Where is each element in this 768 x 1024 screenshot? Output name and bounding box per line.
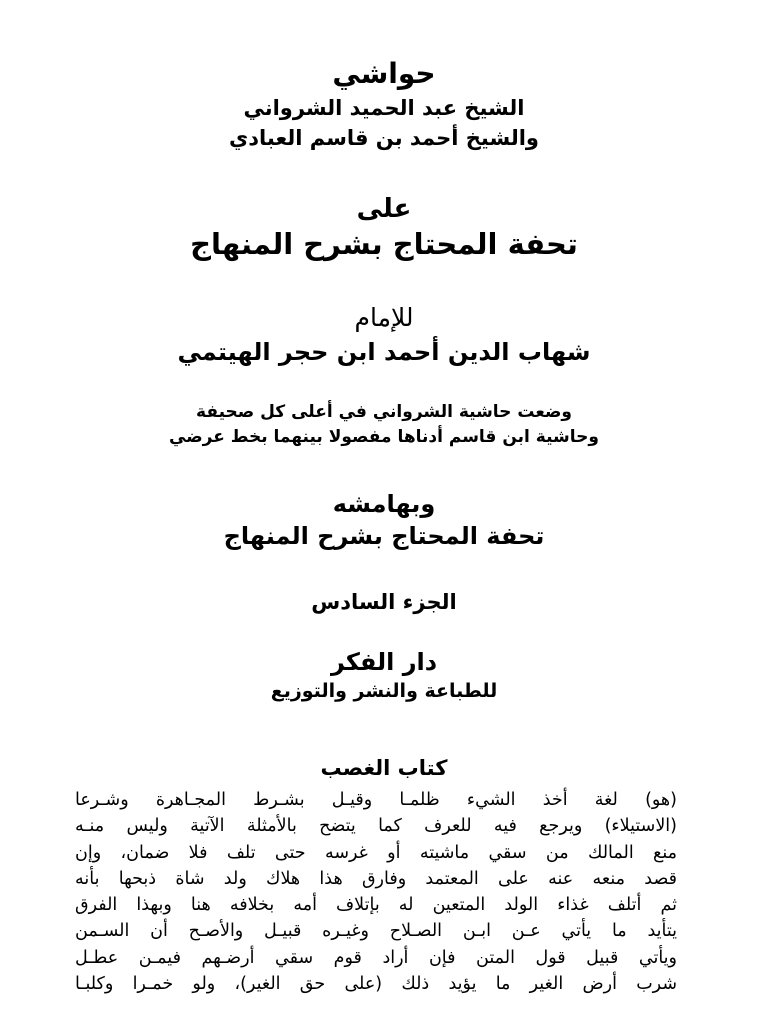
body-line: قصد منعه عنه على المعتمد وفارق هذا هلاك ولد شاة ذبحها بأنه (75, 868, 677, 889)
imam-label: للإمام (354, 303, 414, 332)
margin-label: وبهامشه (332, 490, 436, 518)
body-line: شرب أرض الغير ما يؤيد ذلك (على حق الغير)، ولو خمـرا وكلبـا (75, 974, 677, 995)
placement-note-line-2: وحاشية ابن قاسم أدناها مفصولا بينهما بخط عرضي (169, 427, 599, 447)
body-line: يتأيد ما يأتي عـن ابـن الصـلاح وغيـره قبيـل والأصـح أن السـمن (75, 921, 677, 942)
margin-book-title: تحفة المحتاج بشرح المنهاج (223, 522, 545, 550)
chapter-body-text (75, 787, 677, 1017)
placement-note-line-1: وضعت حاشية الشرواني في أعلى كل صحيفة (196, 402, 572, 422)
body-line: منع المالك من سقي ماشيته أو غرسه حتى تلف فلا ضمان، وإن (75, 842, 677, 863)
body-line: ثم أتلف غذاء الولد المتعين له بإتلاف أمه بخلافه هنا وبهذا الفرق (75, 895, 677, 916)
ala-label: على (356, 194, 412, 224)
author-line-1: الشيخ عبد الحميد الشرواني (243, 96, 525, 120)
volume-label: الجزء السادس (311, 590, 457, 614)
book-title: تحفة المحتاج بشرح المنهاج (190, 227, 578, 261)
page-title: حواشي (332, 57, 436, 90)
publisher-name: دار الفكر (330, 648, 438, 676)
imam-name: شهاب الدين أحمد ابن حجر الهيتمي (177, 338, 591, 366)
chapter-title: كتاب الغصب (320, 756, 448, 780)
body-line: (هو) لغة أخذ الشيء ظلمـا وقيـل بشـرط المجـاهرة وشـرعا (75, 790, 677, 810)
publisher-subtitle: للطباعة والنشر والتوزيع (270, 680, 498, 702)
body-line: ويأتي قبيل قول المتن فإن أراد قوم سقي أرضـهم فيمـن عطـل (75, 947, 677, 968)
author-line-2: والشيخ أحمد بن قاسم العبادي (229, 126, 539, 150)
body-line: (الاستيلاء) ويرجع فيه للعرف كما يتضح بالأمثلة الآتية وليس منـه (75, 816, 677, 837)
